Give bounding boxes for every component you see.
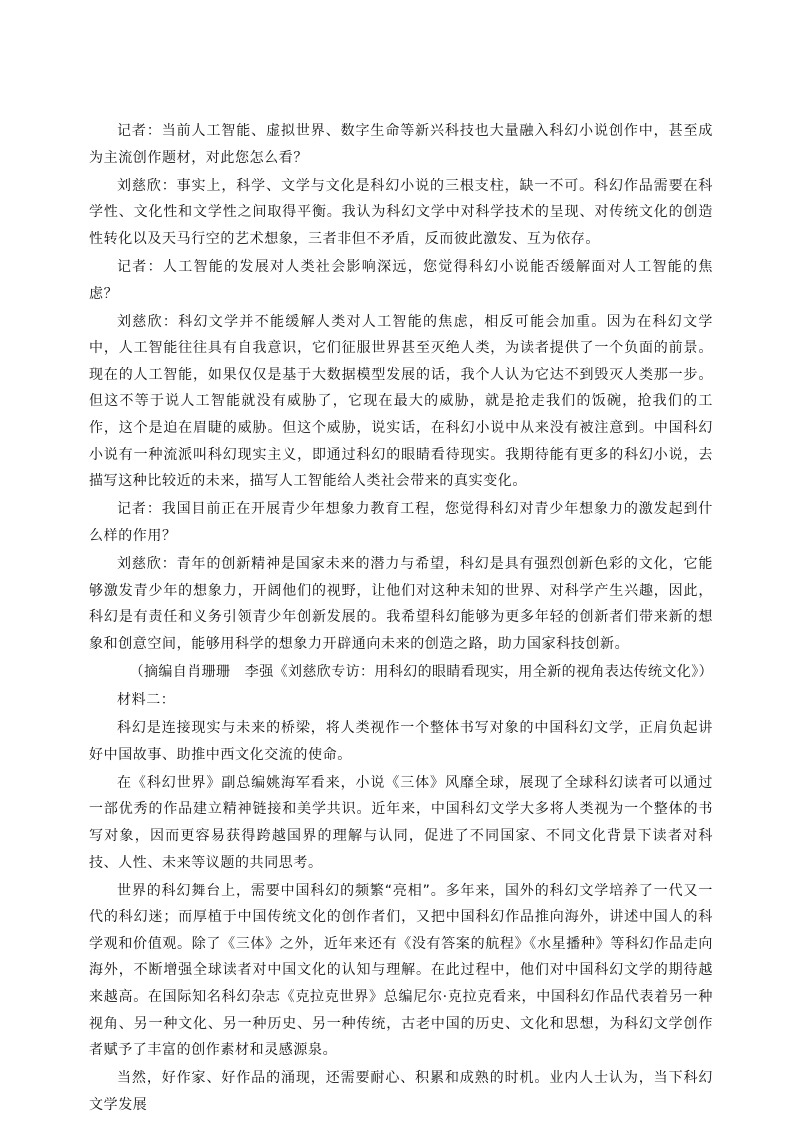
paragraph-material2-4: 当然，好作家、好作品的涌现，还需要耐心、积累和成熟的时机。业内人士认为，当下科幻文学发展 (89, 1070, 713, 1113)
paragraph-material2-2: 在《科幻世界》副总编姚海军看来，小说《三体》风靡全球，展现了全球科幻读者可以通过一部优秀的作品建立精神链接和美学共识。近年来，中国科幻文学大多将人类视为一个整体的书写对象，因而更容易获得跨越国界的理解与认同，促进了不同国家、不同文化背景下读者对科技、人性、未来等议题的共同思考。 (89, 774, 713, 871)
paragraph-reporter-q2: 记者：人工智能的发展对人类社会影响深远，您觉得科幻小说能否缓解面对人工智能的焦虑？ (89, 258, 713, 302)
document-page (89, 118, 713, 1120)
material-2-heading: 材料二： (117, 691, 176, 708)
paragraph-material2-3: 世界的科幻舞台上，需要中国科幻的频繁“亮相”。多年来，国外的科幻文学培养了一代又一代的科幻迷；而厚植于中国传统文化的创作者们，又把中国科幻作品推向海外，讲述中国人的科学观和价值观。除了《三体》之外，近年来还有《没有答案的航程》《水星播种》等科幻作品走向海外，不断增强全球读者对中国文化的认知与理解。在此过程中，他们对中国科幻文学的期待越来越高。在国际知名科幻杂志《克拉克世界》总编尼尔·克拉克看来，中国科幻作品代表着另一种视角、另一种文化、另一种历史、另一种传统，古老中国的历史、文化和思想，为科幻文学创作者赋予了丰富的创作素材和灵感源泉。 (89, 882, 713, 1059)
paragraph-reporter-q1: 记者：当前人工智能、虚拟世界、数字生命等新兴科技也大量融入科幻小说创作中，甚至成为主流创作题材，对此您怎么看？ (89, 123, 713, 166)
paragraph-material2-1: 科幻是连接现实与未来的桥梁，将人类视作一个整体书写对象的中国科幻文学，正肩负起讲好中国故事、助推中西文化交流的使命。 (89, 720, 713, 763)
source-citation: （摘编自肖珊珊 李强《刘慈欣专访：用科幻的眼睛看现实，用全新的视角表达传统文化》） (129, 663, 713, 680)
paragraph-answer-1: 刘慈欣：事实上，科学、文学与文化是科幻小说的三根支柱，缺一不可。科幻作品需要在科学性、文化性和文学性之间取得平衡。我认为科幻文学中对科学技术的呈现、对传统文化的创造性转化以及天马行空的艺术想象，三者非但不矛盾，反而彼此激发、互为依存。 (89, 177, 713, 247)
paragraph-answer-3: 刘慈欣：青年的创新精神是国家未来的潜力与希望，科幻是具有强烈创新色彩的文化，它能够激发青少年的想象力，开阔他们的视野，让他们对这种未知的世界、对科学产生兴趣，因此，科幻是有责任和义务引领青少年创新发展的。我希望科幻能够为更多年轻的创新者们带来新的想象和创意空间，能够用科学的想象力开辟通向未来的创造之路，助力国家科技创新。 (89, 556, 713, 652)
paragraph-answer-2: 刘慈欣：科幻文学并不能缓解人类对人工智能的焦虑，相反可能会加重。因为在科幻文学中，人工智能往往具有自我意识，它们征服世界甚至灭绝人类，为读者提供了一个负面的前景。现在的人工智能，如果仅仅是基于大数据模型发展的话，我个人认为它达不到毁灭人类那一步。但这不等于说人工智能就没有威胁了，它现在最大的威胁，就是抢走我们的饭碗，抢我们的工作，这个是迫在眉睫的威胁。但这个威胁，说实话，在科幻小说中从来没有被注意到。中国科幻小说有一种流派叫科幻现实主义，即通过科幻的眼睛看待现实。我期待能有更多的科幻小说，去描写这种比较近的未来，描写人工智能给人类社会带来的真实变化。 (89, 313, 713, 490)
paragraph-reporter-q3: 记者：我国目前正在开展青少年想象力教育工程，您觉得科幻对青少年想象力的激发起到什么样的作用？ (89, 501, 713, 544)
